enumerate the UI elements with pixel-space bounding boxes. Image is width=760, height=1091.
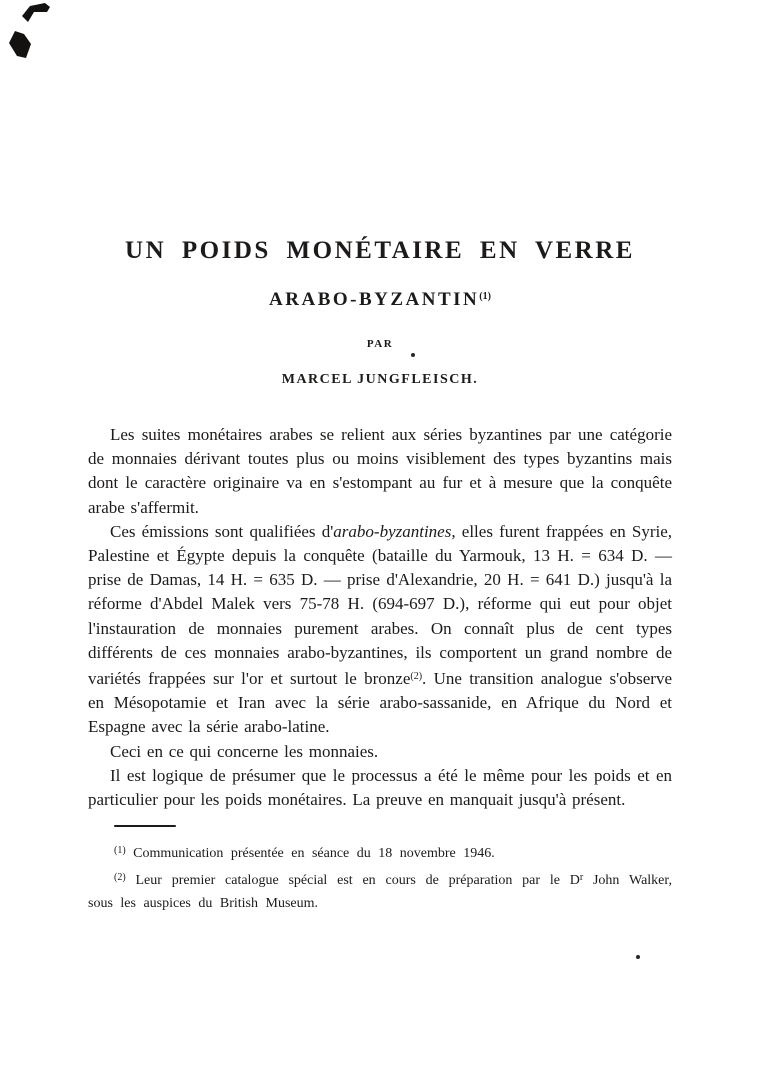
ink-smudge-top-icon [21, 3, 51, 23]
paragraph: Les suites monétaires arabes se relient aux séries byzantines par une catégorie de monnaies dérivant toutes plus ou moins visiblement des types byzantins mais dont le caractère originaire va en s'estompant au fur et à mesure que la conquête arabe s'affermit. [88, 425, 672, 517]
footnote [88, 866, 672, 916]
footnote-separator-rule [114, 825, 176, 827]
ink-dot [636, 955, 640, 959]
footnote-text: Leur premier catalogue spécial est en cours de préparation par le $D^r$ John Walker, sous les auspices du British Museum. [88, 871, 672, 912]
paragraph: Il est logique de présumer que le processus a été le même pour les poids et en particulier pour les poids monétaires. La preuve en manquait jusqu'à présent. [88, 765, 672, 810]
paragraph: Ces émissions sont qualifiées d'arabo-byzantines, elles furent frappées en Syrie, Palestine et Égypte depuis la conquête (bataille du Yarmouk, 13 H. = 634 D. — prise de Damas, 14 H. = 635 D. — prise d'Alexandrie, 20 H. = 641 D.) jusqu'à la réforme d'Abdel Malek vers 75-78 H. (694-697 D.), réforme qui eut pour objet l'instauration de monnaies purement arabes. On connaît plus de cent types différents de ces monnaies arabo-byzantines, ils comportent un grand nombre de variétés frappées sur l'or et surtout le bronze$^{(2)}$. Une transition analogue s'observe en Mésopotamie et Iran avec la série arabo-sassanide, en Afrique du Nord et Espagne avec la série arabo-latine. [88, 521, 673, 737]
ink-dot [411, 353, 415, 357]
ink-smudge-left-icon [8, 31, 32, 59]
byline-label: PAR [366, 338, 394, 350]
article-title: UN POIDS MONÉTAIRE EN VERRE [125, 237, 635, 264]
subtitle-text: ARABO-BYZANTIN [269, 289, 480, 310]
article-content [88, 423, 672, 916]
footnote-ref-1: (1) [479, 291, 491, 302]
paragraph: Ceci en ce qui concerne les monnaies. [110, 741, 379, 761]
author-name: MARCEL JUNGFLEISCH. [281, 372, 479, 387]
article-heading [0, 238, 760, 387]
article-subtitle [0, 290, 760, 309]
footnote-text: Communication présentée en séance du 18 novembre 1946. [125, 846, 495, 862]
footnote [88, 839, 672, 866]
footnote-marker: (2) [114, 871, 126, 883]
footnote-marker: (1) [114, 845, 126, 857]
